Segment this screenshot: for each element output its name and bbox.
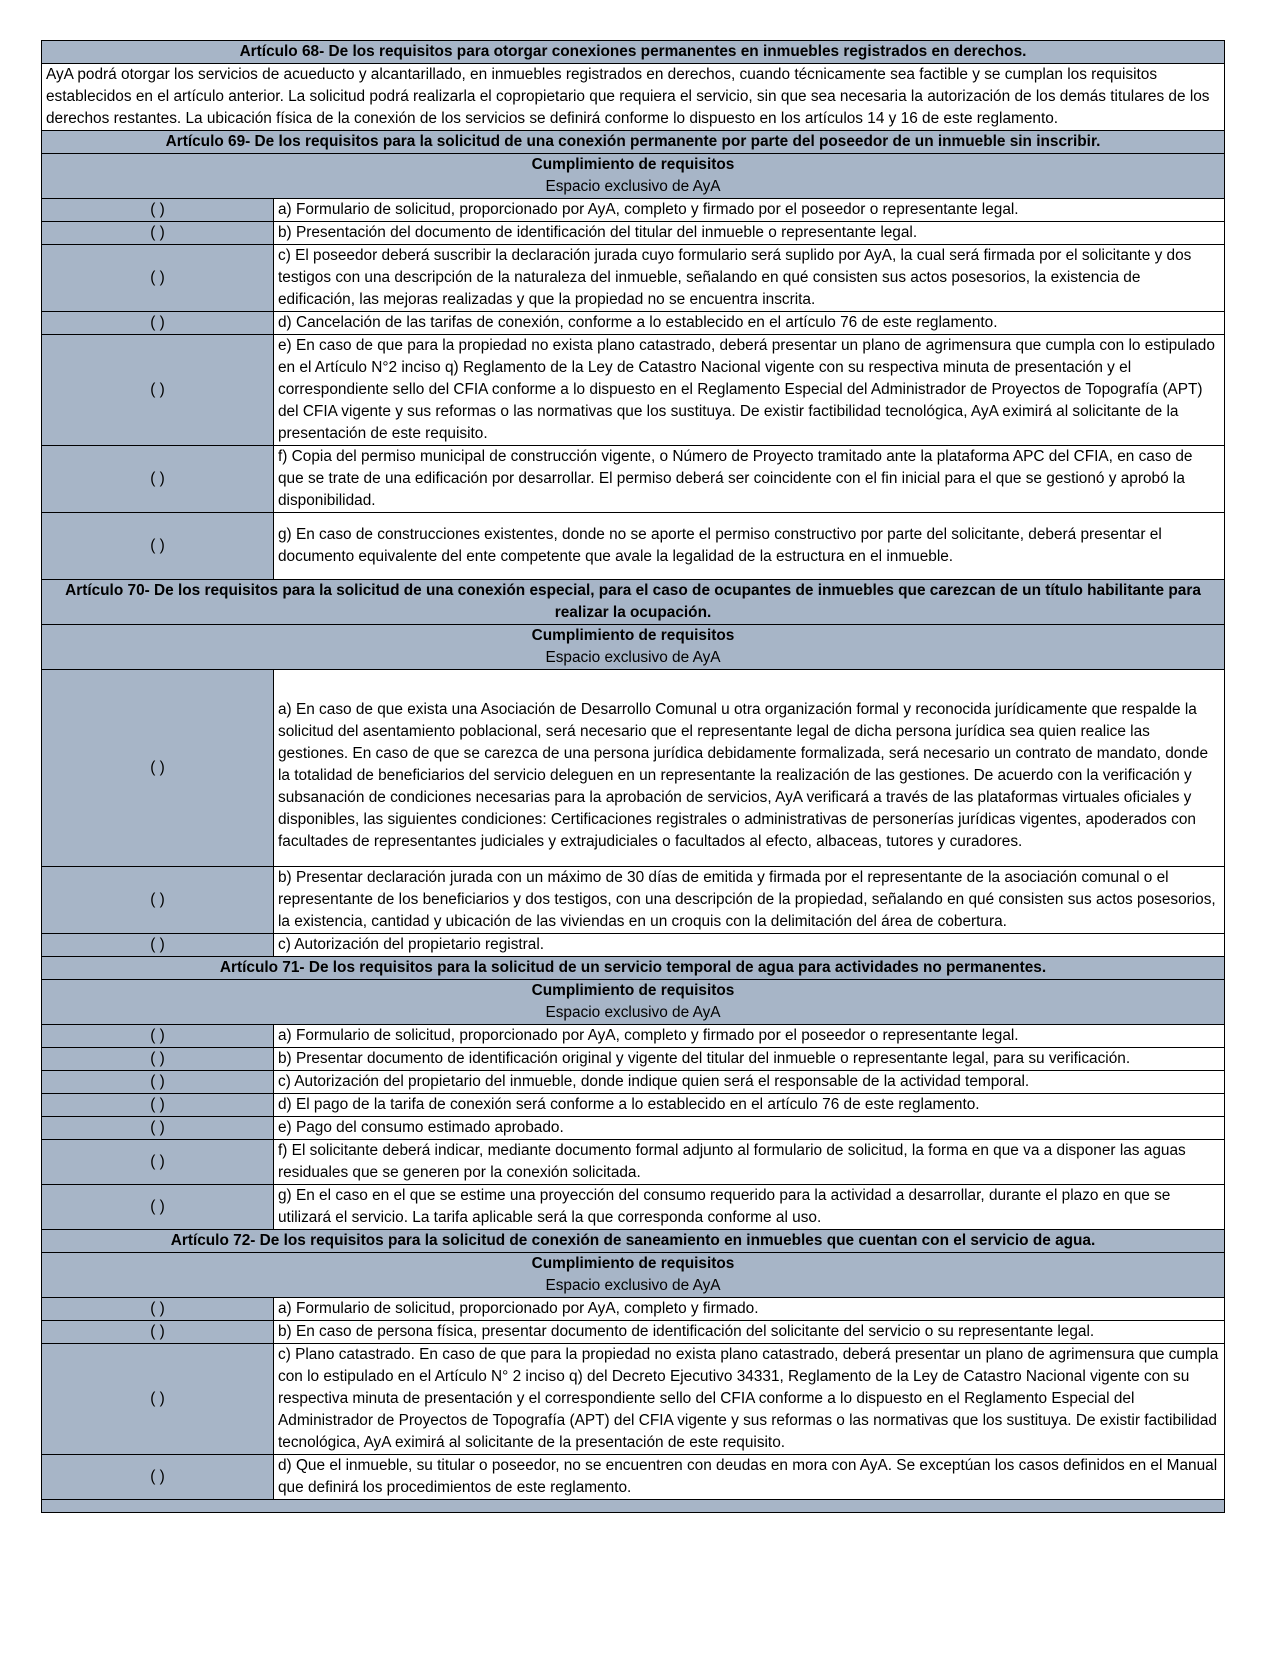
requirement-checkbox[interactable]: ( ) (42, 1094, 274, 1117)
requirement-text: c) Autorización del propietario registral. (274, 934, 1225, 957)
requirement-text: f) El solicitante deberá indicar, mediante documento formal adjunto al formulario de solicitud, la forma en que va a disponer las aguas residuales que se generen por la conexión solicitada. (274, 1140, 1225, 1185)
article-68-body: AyA podrá otorgar los servicios de acueducto y alcantarillado, en inmuebles registrados en derechos, cuando técnicamente sea factible y se cumplan los requisitos establecidos en el artículo anterior. La solicitud podrá realizarla el copropietario que requiera el servicio, sin que sea necesaria la autorización de los demás titulares de los derechos restantes. La ubicación física de la conexión de los servicios se definirá conforme lo dispuesto en los artículos 14 y 16 de este reglamento. (42, 64, 1225, 131)
requirement-text: b) Presentar declaración jurada con un máximo de 30 días de emitida y firmada por el representante de la asociación comunal o el representante de los beneficiarios y dos testigos, con una descripción de la propiedad, señalando en qué consisten sus actos posesorios, la existencia, cantidad y ubicación de las viviendas en un croquis con la delimitación del área de cobertura. (274, 867, 1225, 934)
requirement-checkbox[interactable]: ( ) (42, 1455, 274, 1500)
requirement-checkbox[interactable]: ( ) (42, 1071, 274, 1094)
compliance-note: Espacio exclusivo de AyA (545, 1004, 721, 1021)
requirement-text: c) Autorización del propietario del inmueble, donde indique quien será el responsable de la actividad temporal. (274, 1071, 1225, 1094)
requirement-checkbox[interactable]: ( ) (42, 335, 274, 446)
requirement-text: f) Copia del permiso municipal de construcción vigente, o Número de Proyecto tramitado ante la plataforma APC del CFIA, en caso de que se trate de una edificación por desarrollar. El permiso deberá ser coincidente con el fin inicial para el que se gestionó y aprobó la disponibilidad. (274, 446, 1225, 513)
requirement-checkbox[interactable]: ( ) (42, 1298, 274, 1321)
compliance-note: Espacio exclusivo de AyA (545, 1277, 721, 1294)
requirement-checkbox[interactable]: ( ) (42, 934, 274, 957)
requirement-checkbox[interactable]: ( ) (42, 1048, 274, 1071)
requirement-checkbox[interactable]: ( ) (42, 1025, 274, 1048)
requirement-checkbox[interactable]: ( ) (42, 1117, 274, 1140)
compliance-note: Espacio exclusivo de AyA (545, 649, 721, 666)
compliance-header (42, 980, 1225, 1025)
requirement-text: a) Formulario de solicitud, proporcionado por AyA, completo y firmado por el poseedor o representante legal. (274, 199, 1225, 222)
requirement-text: e) Pago del consumo estimado aprobado. (274, 1117, 1225, 1140)
requirement-checkbox[interactable]: ( ) (42, 312, 274, 335)
requirement-text: a) En caso de que exista una Asociación de Desarrollo Comunal u otra organización formal y reconocida jurídicamente que respalde la solicitud del asentamiento poblacional, será necesario que el representante legal de dicha persona jurídica sea quien realice las gestiones. En caso de que se carezca de una persona jurídica debidamente formalizada, será necesario un contrato de mandato, donde la totalidad de beneficiarios del servicio deleguen en un representante la realización de las gestiones. De acuerdo con la verificación y subsanación de condiciones necesarias para la aprobación de servicios, AyA verificará a través de las plataformas virtuales oficiales y disponibles, las siguientes condiciones: Certificaciones registrales o administrativas de personerías jurídicas vigentes, apoderados con facultades de representantes judiciales y extrajudiciales o facultados al efecto, albaceas, tutores y curadores. (274, 670, 1225, 867)
requirement-checkbox[interactable]: ( ) (42, 199, 274, 222)
article-68-title: Artículo 68- De los requisitos para otorgar conexiones permanentes en inmuebles registrados en derechos. (42, 41, 1225, 64)
article-70-title: Artículo 70- De los requisitos para la solicitud de una conexión especial, para el caso de ocupantes de inmuebles que carezcan de un título habilitante para realizar la ocupación. (42, 580, 1225, 625)
requirement-checkbox[interactable]: ( ) (42, 513, 274, 580)
table-footer-band (42, 1500, 1225, 1513)
article-71-title: Artículo 71- De los requisitos para la solicitud de un servicio temporal de agua para actividades no permanentes. (42, 957, 1225, 980)
requirement-text: c) El poseedor deberá suscribir la declaración jurada cuyo formulario será suplido por AyA, la cual será firmada por el solicitante y dos testigos con una descripción de la naturaleza del inmueble, señalando en qué consisten sus actos posesorios, la existencia de edificación, las mejoras realizadas y que la propiedad no se encuentra inscrita. (274, 245, 1225, 312)
requirement-checkbox[interactable]: ( ) (42, 1140, 274, 1185)
article-72-title: Artículo 72- De los requisitos para la solicitud de conexión de saneamiento en inmuebles que cuentan con el servicio de agua. (42, 1230, 1225, 1253)
compliance-note: Espacio exclusivo de AyA (545, 178, 721, 195)
requirement-text: a) Formulario de solicitud, proporcionado por AyA, completo y firmado por el poseedor o representante legal. (274, 1025, 1225, 1048)
requirement-checkbox[interactable]: ( ) (42, 1185, 274, 1230)
requirement-checkbox[interactable]: ( ) (42, 222, 274, 245)
requirements-table (41, 40, 1225, 1513)
requirement-text: g) En caso de construcciones existentes, donde no se aporte el permiso constructivo por parte del solicitante, deberá presentar el documento equivalente del ente competente que avale la legalidad de la estructura en el inmueble. (274, 513, 1225, 580)
compliance-header (42, 625, 1225, 670)
compliance-header (42, 154, 1225, 199)
requirement-text: d) Que el inmueble, su titular o poseedor, no se encuentren con deudas en mora con AyA. Se exceptúan los casos definidos en el Manual que definirá los procedimientos de este reglamento. (274, 1455, 1225, 1500)
requirement-text: e) En caso de que para la propiedad no exista plano catastrado, deberá presentar un plano de agrimensura que cumpla con lo estipulado en el Artículo N°2 inciso q) Reglamento de la Ley de Catastro Nacional vigente con su respectiva minuta de presentación y el correspondiente sello del CFIA conforme a lo dispuesto en el Reglamento Especial del Administrador de Proyectos de Topografía (APT) del CFIA vigente y sus reformas o las normativas que los sustituya. De existir factibilidad tecnológica, AyA eximirá al solicitante de la presentación de este requisito. (274, 335, 1225, 446)
requirement-text: b) Presentar documento de identificación original y vigente del titular del inmueble o representante legal, para su verificación. (274, 1048, 1225, 1071)
requirement-text: g) En el caso en el que se estime una proyección del consumo requerido para la actividad a desarrollar, durante el plazo en que se utilizará el servicio. La tarifa aplicable será la que corresponda conforme al uso. (274, 1185, 1225, 1230)
compliance-title: Cumplimiento de requisitos (531, 982, 735, 999)
compliance-title: Cumplimiento de requisitos (531, 627, 735, 644)
requirement-checkbox[interactable]: ( ) (42, 446, 274, 513)
requirement-text: d) Cancelación de las tarifas de conexión, conforme a lo establecido en el artículo 76 de este reglamento. (274, 312, 1225, 335)
requirement-checkbox[interactable]: ( ) (42, 1321, 274, 1344)
compliance-title: Cumplimiento de requisitos (531, 1255, 735, 1272)
article-69-title: Artículo 69- De los requisitos para la solicitud de una conexión permanente por parte del poseedor de un inmueble sin inscribir. (42, 131, 1225, 154)
requirement-checkbox[interactable]: ( ) (42, 1344, 274, 1455)
requirement-text: b) En caso de persona física, presentar documento de identificación del solicitante del servicio o su representante legal. (274, 1321, 1225, 1344)
requirement-text: c) Plano catastrado. En caso de que para la propiedad no exista plano catastrado, deberá presentar un plano de agrimensura que cumpla con lo estipulado en el Artículo N° 2 inciso q) del Decreto Ejecutivo 34331, Reglamento de la Ley de Catastro Nacional vigente con su respectiva minuta de presentación y el correspondiente sello del CFIA conforme a lo dispuesto en el Reglamento Especial del Administrador de Proyectos de Topografía (APT) del CFIA vigente y sus reformas o las normativas que los sustituya. De existir factibilidad tecnológica, AyA eximirá al solicitante de la presentación de este requisito. (274, 1344, 1225, 1455)
requirement-checkbox[interactable]: ( ) (42, 867, 274, 934)
compliance-header (42, 1253, 1225, 1298)
compliance-title: Cumplimiento de requisitos (531, 156, 735, 173)
requirement-checkbox[interactable]: ( ) (42, 670, 274, 867)
requirement-checkbox[interactable]: ( ) (42, 245, 274, 312)
requirement-text: d) El pago de la tarifa de conexión será conforme a lo establecido en el artículo 76 de este reglamento. (274, 1094, 1225, 1117)
requirement-text: a) Formulario de solicitud, proporcionado por AyA, completo y firmado. (274, 1298, 1225, 1321)
requirement-text: b) Presentación del documento de identificación del titular del inmueble o representante legal. (274, 222, 1225, 245)
